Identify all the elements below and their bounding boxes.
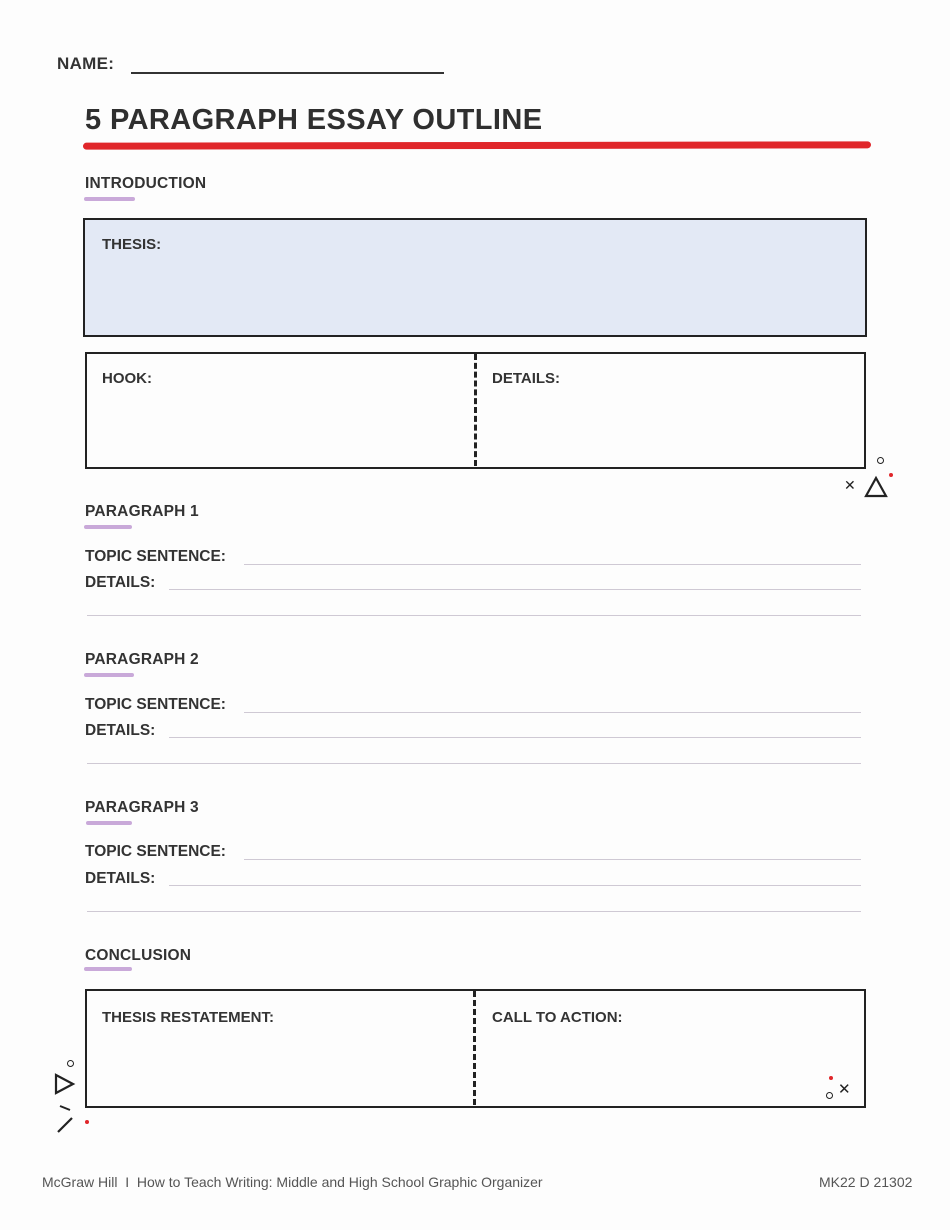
thesis-box[interactable] [83,218,867,337]
doodle-x-icon: ✕ [844,477,856,493]
doodle-circle [877,457,884,464]
paragraph-2-topic-label: TOPIC SENTENCE: [85,696,226,713]
introduction-heading: INTRODUCTION [85,175,207,192]
name-label: NAME: [57,54,115,73]
footer-source: McGraw Hill I How to Teach Writing: Middle and High School Graphic Organizer [42,1174,543,1190]
paragraph-2-heading: PARAGRAPH 2 [85,651,199,668]
doodle-red-dot [829,1076,833,1080]
paragraph-1-heading-underline [84,525,132,529]
paragraph-3-details-label: DETAILS: [85,870,156,887]
details-cell[interactable] [479,354,863,466]
paragraph-2-details-line[interactable] [169,737,861,738]
doodle-circle [826,1092,833,1099]
paragraph-3-extra-line[interactable] [87,911,861,912]
call-to-action-cell[interactable] [478,991,863,1105]
conclusion-box [85,989,866,1108]
paragraph-3-heading: PARAGRAPH 3 [85,799,199,816]
paragraph-2-heading-underline [84,673,134,677]
paragraph-3-details-line[interactable] [169,885,861,886]
paragraph-3-topic-line[interactable] [244,859,861,860]
doodle-red-dot [889,473,893,477]
hook-details-box [85,352,866,469]
name-input-line[interactable] [131,72,444,74]
hook-label: HOOK: [102,370,152,387]
doodle-circle [67,1060,74,1067]
paragraph-3-topic-label: TOPIC SENTENCE: [85,843,226,860]
hook-cell[interactable] [87,354,475,466]
title-underline [83,141,871,149]
paragraph-1-heading: PARAGRAPH 1 [85,503,199,520]
paragraph-1-topic-line[interactable] [244,564,861,565]
conclusion-divider [473,991,476,1105]
paragraph-1-details-label: DETAILS: [85,574,156,591]
doodle-triangle-icon [863,475,889,499]
doodle-red-dot [85,1120,89,1124]
conclusion-heading: CONCLUSION [85,947,192,964]
paragraph-1-topic-label: TOPIC SENTENCE: [85,548,226,565]
page-title: 5 PARAGRAPH ESSAY OUTLINE [85,104,543,136]
footer-code: MK22 D 21302 [819,1174,913,1190]
thesis-restatement-cell[interactable] [87,991,474,1105]
paragraph-1-details-line[interactable] [169,589,861,590]
doodle-slash-icon [54,1102,78,1136]
introduction-heading-underline [84,197,135,201]
doodle-triangle-icon [52,1072,76,1096]
doodle-x-icon: ✕ [838,1081,851,1098]
paragraph-3-heading-underline [86,821,132,825]
call-to-action-label: CALL TO ACTION: [492,1009,623,1026]
paragraph-2-details-label: DETAILS: [85,722,156,739]
hook-details-divider [474,354,477,466]
conclusion-heading-underline [84,967,132,971]
paragraph-1-extra-line[interactable] [87,615,861,616]
paragraph-2-topic-line[interactable] [244,712,861,713]
thesis-label: THESIS: [102,236,162,253]
details-label: DETAILS: [492,370,561,387]
thesis-restatement-label: THESIS RESTATEMENT: [102,1009,274,1026]
paragraph-2-extra-line[interactable] [87,763,861,764]
